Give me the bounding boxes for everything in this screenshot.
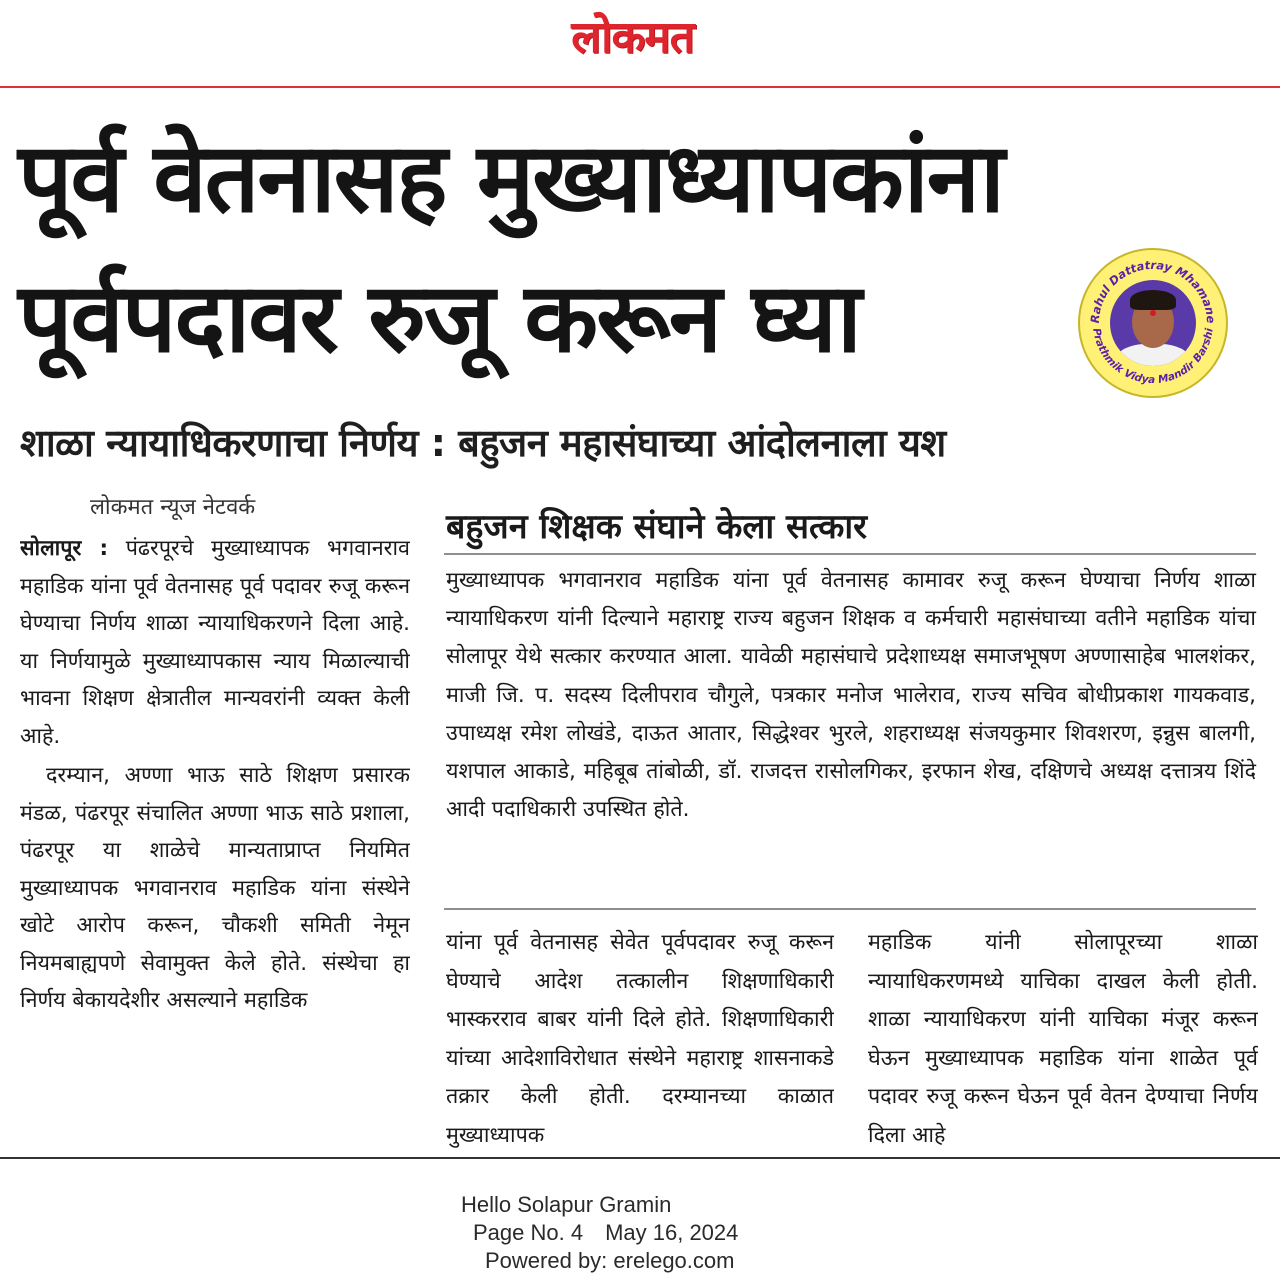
subheadline: शाळा न्यायाधिकरणाचा निर्णय : बहुजन महासंघाच्या आंदोलनाला यश [20, 421, 946, 465]
left-paragraph-1 [20, 530, 410, 755]
box-title: बहुजन शिक्षक संघाने केला सत्कार [446, 507, 868, 547]
lokmat-logo: लोकमत [571, 12, 694, 63]
svg-text:Prathmik Vidya Mandir Barshi [1090, 327, 1216, 386]
box-body: मुख्याध्यापक भगवानराव महाडिक यांना पूर्व वेतनासह कामावर रुजू करून घेण्याचा निर्णय शाळा न्यायाधिकरण यांनी दिल्याने महाराष्ट्र राज्य बहुजन शिक्षक व कर्मचारी महासंघाच्या वतीने महाडिक यांचा सोलापूर येथे सत्कार करण्यात आला. यावेळी महासंघाचे प्रदेशाध्यक्ष समाजभूषण अण्णासाहेब भालशंकर, माजी जि. प. सदस्य दिलीपराव चौगुले, पत्रकार मनोज भालेराव, राज्य सचिव बोधीप्रकाश गायकवाड, उपाध्यक्ष रमेश लोखंडे, दाऊत आतार, सिद्धेश्वर भुरले, शहराध्यक्ष संजयकुमार शिवशरण, इन्नुस बालगी, यशपाल आकाडे, महिबूब तांबोळी, डॉ. राजदत्त रासोलगिकर, इरफान शेख, दक्षिणचे अध्यक्ष दत्तात्रय शिंदे आदी पदाधिकारी उपस्थित होते. [446, 568, 1256, 823]
box-bottom-rule [444, 908, 1256, 910]
footer-edition: Hello Solapur Gramin [461, 1192, 672, 1217]
footer-date: May 16, 2024 [605, 1220, 739, 1245]
badge-ring-text [1080, 250, 1226, 396]
left-paragraph-2: दरम्यान, अण्णा भाऊ साठे शिक्षण प्रसारक मंडळ, पंढरपूर संचालित अण्णा भाऊ साठे प्रशाला, पंढरपूर या शाळेचे मान्यताप्राप्त नियमित मुख्याध्यापक भगवानराव महाडिक यांना संस्थेने खोटे आरोप करून, चौकशी समिती नेमून नियमबाह्यपणे सेवामुक्त केले होते. संस्थेचा हा निर्णय बेकायदेशीर असल्याने महाडिक [20, 763, 410, 1013]
byline: लोकमत न्यूज नेटवर्क [90, 495, 256, 520]
bottom-rule [0, 1157, 1280, 1159]
dateline: सोलापूर : [20, 536, 109, 561]
headline-line-2: पूर्वपदावर रुजू करून घ्या [18, 262, 860, 374]
footer-powered-by: Powered by: erelego.com [485, 1248, 735, 1273]
middle-column: यांना पूर्व वेतनासह सेवेत पूर्वपदावर रुजू करून घेण्याचे आदेश तत्कालीन शिक्षणाधिकारी भास्करराव बाबर यांनी दिले होते. शिक्षणाधिकारी यांच्या आदेशाविरोधात संस्थेने महाराष्ट्र शासनाकडे तक्रार केली होती. दरम्यानच्या काळात मुख्याध्यापक [446, 930, 834, 1148]
svg-text:Rahul Dattatray Mhamane [1088, 258, 1218, 324]
badge-name-text: Rahul Dattatray Mhamane [1087, 257, 1219, 324]
masthead [0, 0, 1280, 88]
left-paragraph-1-text: पंढरपूरचे मुख्याध्यापक भगवानराव महाडिक यांना पूर्व वेतनासह पूर्व पदावर रुजू करून घेण्याचा निर्णय शाळा न्यायाधिकरणने दिला आहे. या निर्णयामुळे मुख्याध्यापकास न्याय मिळाल्याची भावना शिक्षण क्षेत्रातील मान्यवरांनी व्यक्त केली आहे. [20, 536, 410, 749]
headline-line-1: पूर्व वेतनासह मुख्याध्यापकांना [18, 122, 1003, 234]
footer-page-date [473, 1220, 738, 1246]
badge-school-text: Prathmik Vidya Mandir Barshi [1090, 327, 1216, 387]
left-column [20, 530, 410, 1155]
footer-page: Page No. 4 [473, 1220, 584, 1245]
right-column: महाडिक यांनी सोलापूरच्या शाळा न्यायाधिकरणमध्ये याचिका दाखल केली होती. शाळा न्यायाधिकरण यांनी याचिका मंजूर करून घेऊन मुख्याध्यापक महाडिक यांना शाळेत पूर्व पदावर रुजू करून घेऊन पूर्व वेतन देण्याचा निर्णय दिला आहे [868, 930, 1258, 1148]
profile-badge [1078, 248, 1228, 398]
box-top-rule [444, 553, 1256, 555]
